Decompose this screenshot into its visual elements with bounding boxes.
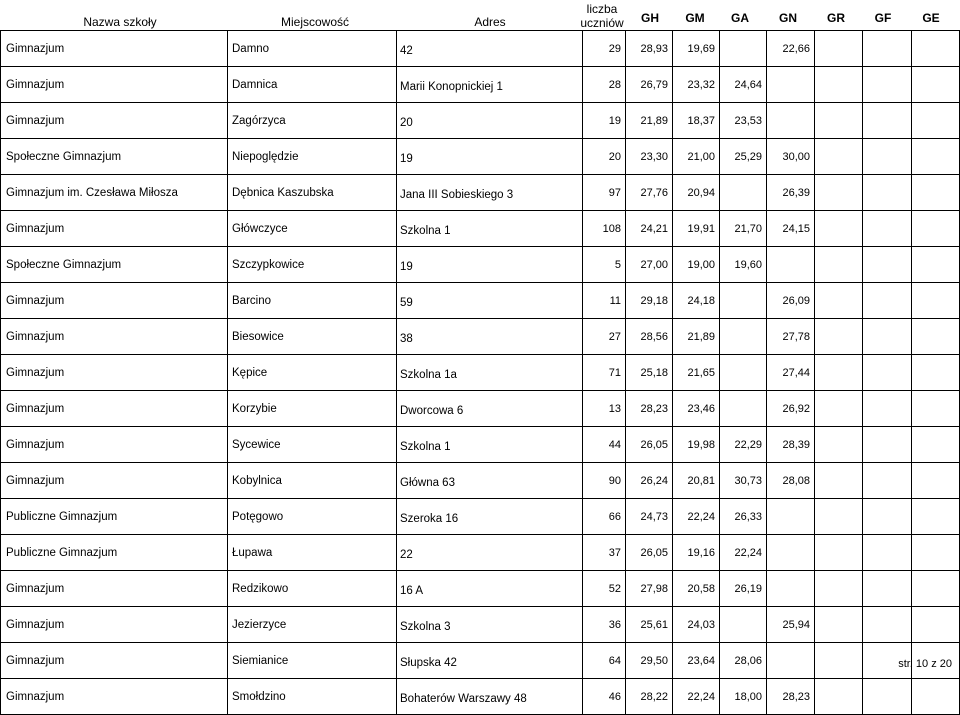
ge-cell [912,247,960,283]
gn-cell: 26,92 [767,391,815,427]
address-cell: Jana III Sobieskiego 3 [397,175,583,211]
gr-cell [815,607,863,643]
address-cell: Słupska 42 [397,643,583,679]
gf-cell [863,247,912,283]
ge-cell [912,175,960,211]
table-row [1,643,960,679]
gr-cell [815,463,863,499]
gn-cell: 22,66 [767,31,815,67]
header-name: Nazwa szkoły [83,15,157,29]
gf-cell [863,211,912,247]
school-name-cell: Gimnazjum [1,571,228,607]
gm-cell: 19,91 [673,211,720,247]
gr-cell [815,427,863,463]
city-cell: Damno [228,31,397,67]
gr-cell [815,103,863,139]
ga-cell: 23,53 [720,103,767,139]
ga-cell [720,355,767,391]
gf-cell [863,31,912,67]
address-cell: 20 [397,103,583,139]
school-name-cell: Gimnazjum [1,31,228,67]
gr-cell [815,175,863,211]
city-cell: Niepoględzie [228,139,397,175]
ga-cell: 26,19 [720,571,767,607]
city-cell: Potęgowo [228,499,397,535]
school-name-cell: Publiczne Gimnazjum [1,535,228,571]
gn-cell: 30,00 [767,139,815,175]
ga-cell: 26,33 [720,499,767,535]
address-cell: 38 [397,319,583,355]
gn-cell: 26,09 [767,283,815,319]
gh-cell: 26,05 [626,535,673,571]
students-cell: 108 [583,211,626,247]
gn-cell: 28,23 [767,679,815,715]
school-name-cell: Społeczne Gimnazjum [1,247,228,283]
ge-cell [912,427,960,463]
ga-cell: 22,24 [720,535,767,571]
students-cell: 66 [583,499,626,535]
gh-cell: 28,22 [626,679,673,715]
table-row [1,679,960,715]
ga-cell [720,175,767,211]
gn-cell [767,67,815,103]
ga-cell: 18,00 [720,679,767,715]
students-cell: 36 [583,607,626,643]
header-gm: GM [685,11,705,25]
gf-cell [863,391,912,427]
address-cell: Bohaterów Warszawy 48 [397,679,583,715]
table-row [1,571,960,607]
gr-cell [815,31,863,67]
address-cell: Szeroka 16 [397,499,583,535]
gr-cell [815,355,863,391]
gh-cell: 26,24 [626,463,673,499]
ge-cell [912,319,960,355]
students-cell: 29 [583,31,626,67]
gh-cell: 27,98 [626,571,673,607]
table-row [1,175,960,211]
gr-cell [815,535,863,571]
address-cell: Szkolna 1 [397,427,583,463]
ge-cell [912,31,960,67]
gn-cell [767,535,815,571]
city-cell: Kobylnica [228,463,397,499]
ge-cell [912,391,960,427]
gm-cell: 21,65 [673,355,720,391]
table-row [1,607,960,643]
header-students [572,2,632,30]
gr-cell [815,67,863,103]
gh-cell: 24,73 [626,499,673,535]
gh-cell: 24,21 [626,211,673,247]
gf-cell [863,499,912,535]
gn-cell [767,247,815,283]
table-row [1,103,960,139]
gr-cell [815,247,863,283]
school-name-cell: Społeczne Gimnazjum [1,139,228,175]
school-name-cell: Gimnazjum [1,463,228,499]
gh-cell: 29,50 [626,643,673,679]
school-name-cell: Gimnazjum [1,103,228,139]
students-cell: 20 [583,139,626,175]
gm-cell: 20,58 [673,571,720,607]
table-row [1,391,960,427]
ga-cell [720,31,767,67]
gn-cell: 25,94 [767,607,815,643]
students-cell: 52 [583,571,626,607]
table-row [1,283,960,319]
gf-cell [863,427,912,463]
gn-cell: 28,39 [767,427,815,463]
students-cell: 27 [583,319,626,355]
students-cell: 97 [583,175,626,211]
ge-cell [912,463,960,499]
header-city: Miejscowość [280,15,349,29]
gf-cell [863,535,912,571]
gf-cell [863,571,912,607]
city-cell: Kępice [228,355,397,391]
school-name-cell: Gimnazjum [1,67,228,103]
table-row [1,247,960,283]
gm-cell: 20,94 [673,175,720,211]
gm-cell: 24,18 [673,283,720,319]
ga-cell: 24,64 [720,67,767,103]
gh-cell: 27,76 [626,175,673,211]
table-row [1,139,960,175]
header-students-line1: liczba [586,2,618,16]
table-header [0,0,960,32]
school-name-cell: Gimnazjum [1,283,228,319]
gn-cell: 26,39 [767,175,815,211]
city-cell: Korzybie [228,391,397,427]
gm-cell: 19,98 [673,427,720,463]
city-cell: Główczyce [228,211,397,247]
ge-cell [912,283,960,319]
gh-cell: 26,79 [626,67,673,103]
gf-cell [863,679,912,715]
city-cell: Zagórzyca [228,103,397,139]
address-cell: Dworcowa 6 [397,391,583,427]
gh-cell: 29,18 [626,283,673,319]
city-cell: Jezierzyce [228,607,397,643]
header-gn: GN [779,11,797,25]
gr-cell [815,139,863,175]
gn-cell: 27,78 [767,319,815,355]
gf-cell [863,103,912,139]
gh-cell: 28,23 [626,391,673,427]
gf-cell [863,319,912,355]
gm-cell: 22,24 [673,679,720,715]
address-cell: Szkolna 1 [397,211,583,247]
gh-cell: 27,00 [626,247,673,283]
city-cell: Damnica [228,67,397,103]
table-row [1,499,960,535]
gh-cell: 26,05 [626,427,673,463]
ga-cell: 28,06 [720,643,767,679]
ga-cell [720,319,767,355]
table-row [1,355,960,391]
school-name-cell: Gimnazjum im. Czesława Miłosza [1,175,228,211]
gh-cell: 25,61 [626,607,673,643]
gm-cell: 21,89 [673,319,720,355]
ga-cell [720,283,767,319]
ga-cell: 25,29 [720,139,767,175]
students-cell: 28 [583,67,626,103]
gf-cell [863,463,912,499]
gr-cell [815,643,863,679]
address-cell: Szkolna 1a [397,355,583,391]
city-cell: Sycewice [228,427,397,463]
gm-cell: 23,46 [673,391,720,427]
header-gf: GF [874,11,892,25]
school-name-cell: Gimnazjum [1,427,228,463]
gh-cell: 23,30 [626,139,673,175]
gm-cell: 20,81 [673,463,720,499]
gh-cell: 21,89 [626,103,673,139]
ge-cell [912,103,960,139]
gf-cell [863,283,912,319]
gm-cell: 19,00 [673,247,720,283]
gn-cell [767,643,815,679]
address-cell: 19 [397,247,583,283]
city-cell: Siemianice [228,643,397,679]
school-name-cell: Gimnazjum [1,355,228,391]
ge-cell [912,571,960,607]
gm-cell: 24,03 [673,607,720,643]
students-cell: 64 [583,643,626,679]
ga-cell: 21,70 [720,211,767,247]
students-cell: 71 [583,355,626,391]
gr-cell [815,499,863,535]
gn-cell: 24,15 [767,211,815,247]
address-cell: 16 A [397,571,583,607]
school-name-cell: Gimnazjum [1,643,228,679]
gf-cell [863,175,912,211]
gr-cell [815,283,863,319]
ge-cell [912,211,960,247]
header-gh: GH [641,11,659,25]
students-cell: 90 [583,463,626,499]
gn-cell: 27,44 [767,355,815,391]
gm-cell: 22,24 [673,499,720,535]
page-number: str. 10 z 20 [898,658,952,670]
gm-cell: 21,00 [673,139,720,175]
header-ga: GA [731,11,749,25]
gm-cell: 19,69 [673,31,720,67]
table-row [1,31,960,67]
table-row [1,319,960,355]
students-cell: 5 [583,247,626,283]
city-cell: Biesowice [228,319,397,355]
gf-cell [863,139,912,175]
students-cell: 44 [583,427,626,463]
gm-cell: 23,64 [673,643,720,679]
students-cell: 37 [583,535,626,571]
city-cell: Redzikowo [228,571,397,607]
students-cell: 11 [583,283,626,319]
address-cell: 59 [397,283,583,319]
address-cell: Marii Konopnickiej 1 [397,67,583,103]
gf-cell [863,607,912,643]
header-students-line2: uczniów [580,16,624,30]
header-gr: GR [827,11,845,25]
address-cell: Główna 63 [397,463,583,499]
table-row [1,535,960,571]
ga-cell [720,391,767,427]
gf-cell [863,355,912,391]
city-cell: Barcino [228,283,397,319]
ge-cell [912,499,960,535]
students-cell: 19 [583,103,626,139]
gn-cell [767,103,815,139]
school-name-cell: Gimnazjum [1,211,228,247]
city-cell: Łupawa [228,535,397,571]
school-name-cell: Gimnazjum [1,607,228,643]
gr-cell [815,211,863,247]
gr-cell [815,391,863,427]
ga-cell: 22,29 [720,427,767,463]
ge-cell [912,139,960,175]
ge-cell [912,67,960,103]
city-cell: Szczypkowice [228,247,397,283]
gm-cell: 18,37 [673,103,720,139]
school-name-cell: Gimnazjum [1,319,228,355]
gr-cell [815,319,863,355]
gr-cell [815,679,863,715]
gh-cell: 28,56 [626,319,673,355]
gr-cell [815,571,863,607]
students-cell: 46 [583,679,626,715]
gh-cell: 28,93 [626,31,673,67]
ge-cell [912,535,960,571]
students-cell: 13 [583,391,626,427]
school-name-cell: Publiczne Gimnazjum [1,499,228,535]
ga-cell: 30,73 [720,463,767,499]
gf-cell [863,67,912,103]
gn-cell [767,499,815,535]
gh-cell: 25,18 [626,355,673,391]
city-cell: Dębnica Kaszubska [228,175,397,211]
gm-cell: 23,32 [673,67,720,103]
school-name-cell: Gimnazjum [1,391,228,427]
gn-cell: 28,08 [767,463,815,499]
table-row [1,211,960,247]
address-cell: 22 [397,535,583,571]
address-cell: Szkolna 3 [397,607,583,643]
address-cell: 42 [397,31,583,67]
gn-cell [767,571,815,607]
table-row [1,67,960,103]
ge-cell [912,355,960,391]
header-address: Adres [474,15,506,29]
school-results-table [0,30,960,715]
city-cell: Smołdzino [228,679,397,715]
gm-cell: 19,16 [673,535,720,571]
school-name-cell: Gimnazjum [1,679,228,715]
table-row [1,463,960,499]
ga-cell [720,607,767,643]
ga-cell: 19,60 [720,247,767,283]
ge-cell [912,679,960,715]
table-row [1,427,960,463]
header-ge: GE [922,11,940,25]
address-cell: 19 [397,139,583,175]
ge-cell [912,607,960,643]
